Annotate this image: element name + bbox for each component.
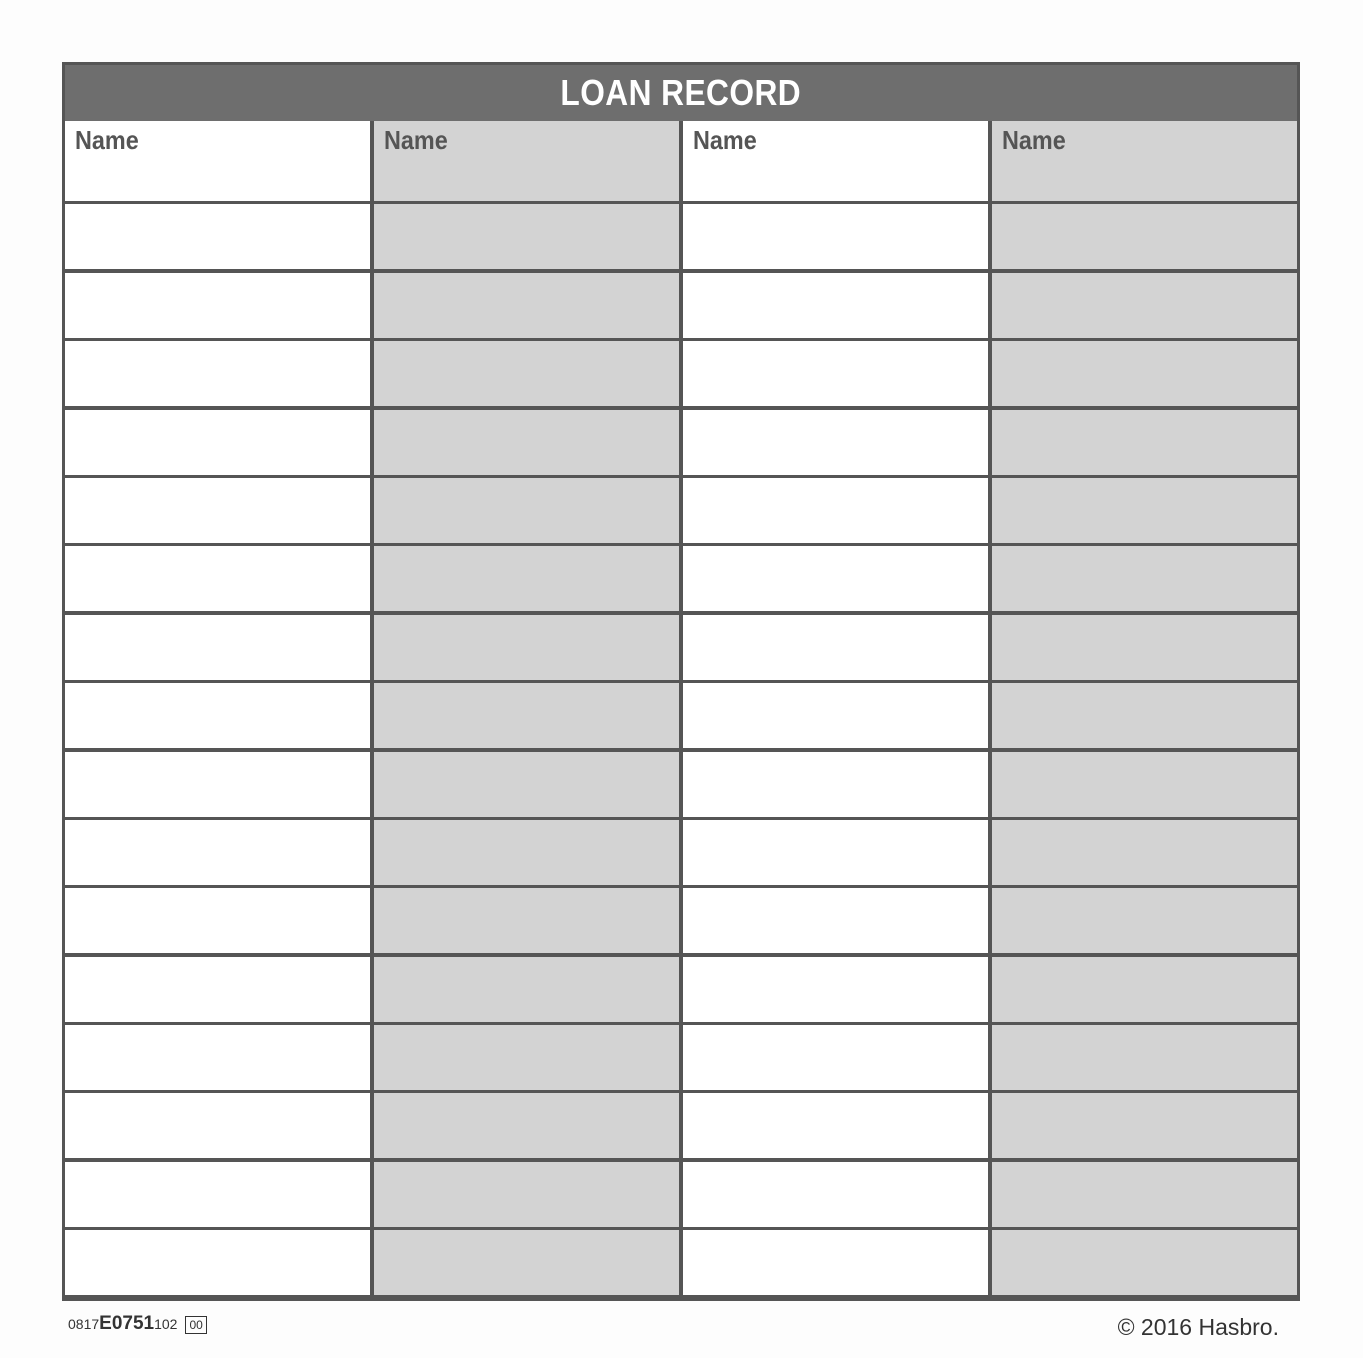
entry-cell-r14-c3[interactable]: [683, 1093, 988, 1158]
entry-cell-r12-c1[interactable]: [65, 957, 370, 1022]
entry-cell-r16-c2[interactable]: [374, 1230, 679, 1295]
entry-cell-r7-c3[interactable]: [683, 615, 988, 680]
entry-cell-r4-c2[interactable]: [374, 410, 679, 475]
entry-cell-r15-c1[interactable]: [65, 1162, 370, 1227]
page-title: LOAN RECORD: [560, 72, 802, 113]
entry-cell-r8-c1[interactable]: [65, 683, 370, 748]
entry-cell-r13-c1[interactable]: [65, 1025, 370, 1090]
column-label: Name: [384, 125, 448, 155]
entry-cell-r1-c4[interactable]: [992, 204, 1297, 269]
code-prefix: 0817: [68, 1316, 100, 1332]
entry-cell-r13-c2[interactable]: [374, 1025, 679, 1090]
entry-cell-r9-c2[interactable]: [374, 752, 679, 817]
entry-cell-r8-c3[interactable]: [683, 683, 988, 748]
entry-cell-r5-c1[interactable]: [65, 478, 370, 543]
entry-cell-r7-c1[interactable]: [65, 615, 370, 680]
entry-cell-r7-c2[interactable]: [374, 615, 679, 680]
entry-cell-r11-c3[interactable]: [683, 888, 988, 953]
entry-cell-r16-c3[interactable]: [683, 1230, 988, 1295]
entry-cell-r16-c1[interactable]: [65, 1230, 370, 1295]
entry-cell-r12-c2[interactable]: [374, 957, 679, 1022]
entry-cell-r15-c4[interactable]: [992, 1162, 1297, 1227]
header-cell-4[interactable]: [992, 121, 1297, 201]
entry-cell-r16-c4[interactable]: [992, 1230, 1297, 1295]
entry-cell-r8-c4[interactable]: [992, 683, 1297, 748]
entry-cell-r15-c3[interactable]: [683, 1162, 988, 1227]
entry-cell-r4-c4[interactable]: [992, 410, 1297, 475]
entry-cell-r1-c2[interactable]: [374, 204, 679, 269]
entry-cell-r14-c4[interactable]: [992, 1093, 1297, 1158]
entry-cell-r6-c4[interactable]: [992, 546, 1297, 611]
entry-cell-r10-c3[interactable]: [683, 820, 988, 885]
entry-cell-r2-c1[interactable]: [65, 273, 370, 338]
header-cell-3[interactable]: [683, 121, 988, 201]
code-box: 00: [185, 1316, 206, 1334]
copyright-notice: © 2016 Hasbro.: [1117, 1314, 1279, 1340]
entry-cell-r7-c4[interactable]: [992, 615, 1297, 680]
entry-cell-r14-c2[interactable]: [374, 1093, 679, 1158]
entry-cell-r9-c4[interactable]: [992, 752, 1297, 817]
entry-cell-r5-c3[interactable]: [683, 478, 988, 543]
record-grid: [65, 121, 1297, 1298]
entry-cell-r5-c2[interactable]: [374, 478, 679, 543]
column-label: Name: [75, 125, 139, 155]
entry-cell-r12-c4[interactable]: [992, 957, 1297, 1022]
entry-cell-r3-c2[interactable]: [374, 341, 679, 406]
entry-cell-r3-c4[interactable]: [992, 341, 1297, 406]
entry-cell-r3-c3[interactable]: [683, 341, 988, 406]
entry-cell-r11-c2[interactable]: [374, 888, 679, 953]
entry-cell-r9-c1[interactable]: [65, 752, 370, 817]
entry-cell-r4-c3[interactable]: [683, 410, 988, 475]
entry-cell-r10-c1[interactable]: [65, 820, 370, 885]
header-cell-2[interactable]: [374, 121, 679, 201]
entry-cell-r13-c4[interactable]: [992, 1025, 1297, 1090]
title-band: [65, 65, 1297, 121]
entry-cell-r12-c3[interactable]: [683, 957, 988, 1022]
entry-cell-r15-c2[interactable]: [374, 1162, 679, 1227]
entry-cell-r1-c1[interactable]: [65, 204, 370, 269]
entry-cell-r6-c1[interactable]: [65, 546, 370, 611]
column-label: Name: [1002, 125, 1066, 155]
header-cell-1[interactable]: [65, 121, 370, 201]
entry-cell-r6-c3[interactable]: [683, 546, 988, 611]
entry-cell-r5-c4[interactable]: [992, 478, 1297, 543]
code-suffix: 102: [154, 1316, 178, 1332]
entry-cell-r10-c4[interactable]: [992, 820, 1297, 885]
entry-cell-r4-c1[interactable]: [65, 410, 370, 475]
product-code: [68, 1313, 207, 1335]
entry-cell-r2-c2[interactable]: [374, 273, 679, 338]
entry-cell-r3-c1[interactable]: [65, 341, 370, 406]
entry-cell-r14-c1[interactable]: [65, 1093, 370, 1158]
entry-cell-r11-c1[interactable]: [65, 888, 370, 953]
entry-cell-r11-c4[interactable]: [992, 888, 1297, 953]
loan-record-table: [62, 62, 1300, 1301]
code-main: E0751: [99, 1313, 155, 1334]
entry-cell-r2-c3[interactable]: [683, 273, 988, 338]
entry-cell-r8-c2[interactable]: [374, 683, 679, 748]
column-label: Name: [693, 125, 757, 155]
entry-cell-r9-c3[interactable]: [683, 752, 988, 817]
entry-cell-r13-c3[interactable]: [683, 1025, 988, 1090]
entry-cell-r10-c2[interactable]: [374, 820, 679, 885]
entry-cell-r1-c3[interactable]: [683, 204, 988, 269]
entry-cell-r2-c4[interactable]: [992, 273, 1297, 338]
entry-cell-r6-c2[interactable]: [374, 546, 679, 611]
